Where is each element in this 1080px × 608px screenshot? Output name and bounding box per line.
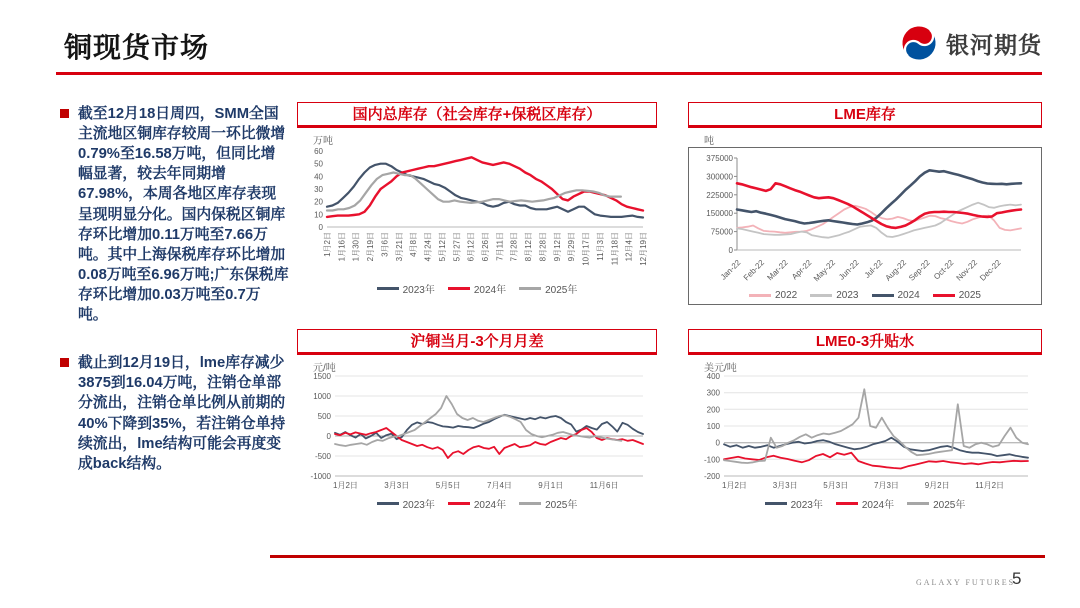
bullet-marker-icon bbox=[60, 358, 69, 367]
svg-text:40: 40 bbox=[314, 172, 323, 182]
legend-item: 2025年 bbox=[519, 496, 577, 511]
svg-text:3月6日: 3月6日 bbox=[380, 232, 390, 257]
svg-text:0: 0 bbox=[326, 432, 331, 441]
svg-text:8月28日: 8月28日 bbox=[538, 232, 548, 262]
footer-brand: GALAXY FUTURES bbox=[916, 578, 1016, 587]
svg-text:6月12日: 6月12日 bbox=[466, 232, 476, 262]
legend-item: 2024 bbox=[872, 290, 920, 301]
logo-text: 银河期货 bbox=[946, 31, 1042, 58]
legend-item: 2024年 bbox=[836, 496, 894, 511]
svg-text:4月8日: 4月8日 bbox=[409, 232, 419, 257]
svg-text:Sep-22: Sep-22 bbox=[907, 258, 932, 283]
svg-text:200: 200 bbox=[706, 405, 720, 415]
svg-text:-200: -200 bbox=[703, 472, 720, 481]
chart-title: LME库存 bbox=[688, 102, 1042, 128]
svg-text:12月19日: 12月19日 bbox=[639, 232, 648, 266]
legend-item: 2024年 bbox=[448, 281, 506, 296]
legend-item: 2023年 bbox=[377, 496, 435, 511]
chart-card-lme-0-3-premium bbox=[688, 329, 1042, 511]
chart-legend bbox=[297, 496, 657, 511]
svg-text:20: 20 bbox=[314, 197, 323, 207]
svg-text:10: 10 bbox=[314, 210, 323, 220]
svg-text:5月5日: 5月5日 bbox=[435, 481, 461, 490]
svg-text:7月11日: 7月11日 bbox=[495, 232, 505, 261]
svg-text:5月3日: 5月3日 bbox=[823, 481, 849, 490]
svg-text:100: 100 bbox=[706, 422, 720, 431]
chart-card-domestic-total-inventory bbox=[297, 102, 657, 296]
bullet-marker-icon bbox=[60, 109, 69, 118]
chart-unit-label: 元/吨 bbox=[313, 363, 336, 374]
svg-text:11月6日: 11月6日 bbox=[589, 481, 619, 490]
chart-plot bbox=[297, 372, 657, 494]
svg-text:1500: 1500 bbox=[313, 372, 331, 381]
footer-divider bbox=[270, 555, 1045, 558]
legend-item: 2024年 bbox=[448, 496, 506, 511]
svg-text:9月2日: 9月2日 bbox=[924, 481, 950, 490]
svg-text:Feb-22: Feb-22 bbox=[741, 258, 767, 283]
bullet-text: 截止到12月19日，lme库存减少3875到16.04万吨，注销仓单部分流出，注销仓单比例从前期的40%下降到35%，若注销仓单持续流出，lme结构可能会再度变成back结构。 bbox=[78, 355, 286, 472]
svg-text:1000: 1000 bbox=[313, 392, 331, 401]
svg-text:-500: -500 bbox=[314, 452, 331, 461]
svg-text:Jul-22: Jul-22 bbox=[862, 258, 885, 280]
svg-text:11月18日: 11月18日 bbox=[610, 232, 620, 266]
page-title: 铜现货市场 bbox=[64, 32, 210, 63]
galaxy-logo-icon bbox=[900, 24, 938, 62]
page-number: 5 bbox=[1012, 569, 1022, 588]
svg-text:30: 30 bbox=[314, 185, 323, 194]
chart-plot bbox=[689, 150, 1041, 288]
svg-text:9月1日: 9月1日 bbox=[538, 481, 564, 490]
svg-text:1月2日: 1月2日 bbox=[333, 481, 358, 490]
legend-item: 2022 bbox=[749, 290, 797, 301]
svg-text:300: 300 bbox=[706, 388, 720, 398]
svg-text:1月16日: 1月16日 bbox=[337, 232, 347, 262]
svg-text:8月12日: 8月12日 bbox=[524, 232, 534, 262]
legend-item: 2025 bbox=[933, 290, 981, 301]
svg-text:5月12日: 5月12日 bbox=[437, 232, 447, 262]
chart-card-shfe-month-spread bbox=[297, 329, 657, 511]
svg-text:Dec-22: Dec-22 bbox=[978, 258, 1003, 283]
svg-text:Aug-22: Aug-22 bbox=[883, 258, 909, 283]
legend-item: 2025年 bbox=[519, 281, 577, 296]
sidebar-notes bbox=[60, 104, 290, 502]
svg-text:9月12日: 9月12日 bbox=[552, 232, 562, 262]
svg-text:7月28日: 7月28日 bbox=[509, 232, 519, 262]
chart-title: 国内总库存（社会库存+保税区库存） bbox=[297, 102, 657, 128]
chart-legend bbox=[688, 496, 1042, 511]
legend-item: 2025年 bbox=[907, 496, 965, 511]
svg-text:60: 60 bbox=[314, 147, 323, 156]
svg-text:11月3日: 11月3日 bbox=[595, 232, 605, 261]
svg-text:3月21日: 3月21日 bbox=[394, 232, 404, 262]
svg-text:3月3日: 3月3日 bbox=[772, 481, 798, 490]
svg-text:10月17日: 10月17日 bbox=[581, 232, 591, 266]
svg-text:May-22: May-22 bbox=[811, 258, 838, 284]
chart-unit-label: 万吨 bbox=[313, 136, 333, 147]
header-divider bbox=[56, 72, 1042, 75]
svg-text:1月30日: 1月30日 bbox=[351, 232, 361, 262]
svg-text:Apr-22: Apr-22 bbox=[790, 258, 814, 282]
svg-text:1月2日: 1月2日 bbox=[722, 481, 747, 490]
svg-text:7月4日: 7月4日 bbox=[487, 481, 512, 490]
svg-text:225000: 225000 bbox=[706, 190, 733, 200]
svg-text:0: 0 bbox=[715, 438, 720, 448]
chart-legend bbox=[689, 290, 1041, 301]
galaxy-logo bbox=[900, 24, 1042, 62]
svg-text:75000: 75000 bbox=[710, 227, 733, 237]
svg-text:375000: 375000 bbox=[706, 154, 733, 163]
svg-text:300000: 300000 bbox=[706, 172, 733, 182]
svg-text:5月27日: 5月27日 bbox=[452, 232, 462, 262]
svg-text:Nov-22: Nov-22 bbox=[954, 258, 980, 283]
chart-legend bbox=[297, 281, 657, 296]
svg-text:4月24日: 4月24日 bbox=[423, 232, 433, 262]
bullet-item bbox=[60, 104, 290, 325]
svg-text:Jan-22: Jan-22 bbox=[718, 258, 743, 282]
svg-text:2月19日: 2月19日 bbox=[366, 232, 376, 262]
svg-text:1月2日: 1月2日 bbox=[323, 232, 332, 257]
bullet-item bbox=[60, 353, 290, 474]
bullet-text: 截至12月18日周四，SMM全国主流地区铜库存较周一环比微增0.79%至16.58万吨，但同比增幅显著，较去年同期增67.98%，本周各地区库存表现呈现明显分化。国内保税区铜库存环比增加0.11万吨至7.66万吨。其中上海保税库存环比增加0.08万吨至6.96万吨;广东保税库存环比增加0.03万吨至0.7万吨。 bbox=[78, 106, 289, 324]
legend-item: 2023年 bbox=[765, 496, 823, 511]
chart-frame bbox=[688, 147, 1042, 305]
svg-text:-100: -100 bbox=[703, 455, 720, 465]
svg-text:11月2日: 11月2日 bbox=[975, 481, 1005, 490]
chart-unit-label: 吨 bbox=[704, 136, 714, 147]
chart-title: LME0-3升贴水 bbox=[688, 329, 1042, 355]
legend-item: 2023 bbox=[810, 290, 858, 301]
chart-plot bbox=[688, 372, 1042, 494]
svg-text:Jun-22: Jun-22 bbox=[837, 258, 861, 282]
svg-text:6月26日: 6月26日 bbox=[481, 232, 490, 262]
svg-text:50: 50 bbox=[314, 159, 323, 169]
svg-text:3月3日: 3月3日 bbox=[384, 481, 410, 490]
legend-item: 2023年 bbox=[377, 281, 435, 296]
svg-text:7月3日: 7月3日 bbox=[874, 481, 899, 490]
svg-text:Oct-22: Oct-22 bbox=[932, 258, 956, 282]
svg-text:400: 400 bbox=[706, 372, 720, 381]
chart-title: 沪铜当月-3个月月差 bbox=[297, 329, 657, 355]
svg-text:0: 0 bbox=[728, 246, 733, 255]
svg-text:12月4日: 12月4日 bbox=[624, 232, 634, 262]
chart-plot bbox=[297, 145, 657, 279]
svg-text:Mar-22: Mar-22 bbox=[765, 258, 790, 283]
svg-text:150000: 150000 bbox=[706, 209, 733, 219]
svg-text:9月29日: 9月29日 bbox=[567, 232, 577, 262]
svg-text:-1000: -1000 bbox=[310, 472, 331, 481]
chart-unit-label: 美元/吨 bbox=[704, 363, 737, 374]
chart-card-lme-inventory bbox=[688, 102, 1042, 305]
svg-text:0: 0 bbox=[318, 223, 323, 232]
svg-text:500: 500 bbox=[317, 412, 331, 421]
